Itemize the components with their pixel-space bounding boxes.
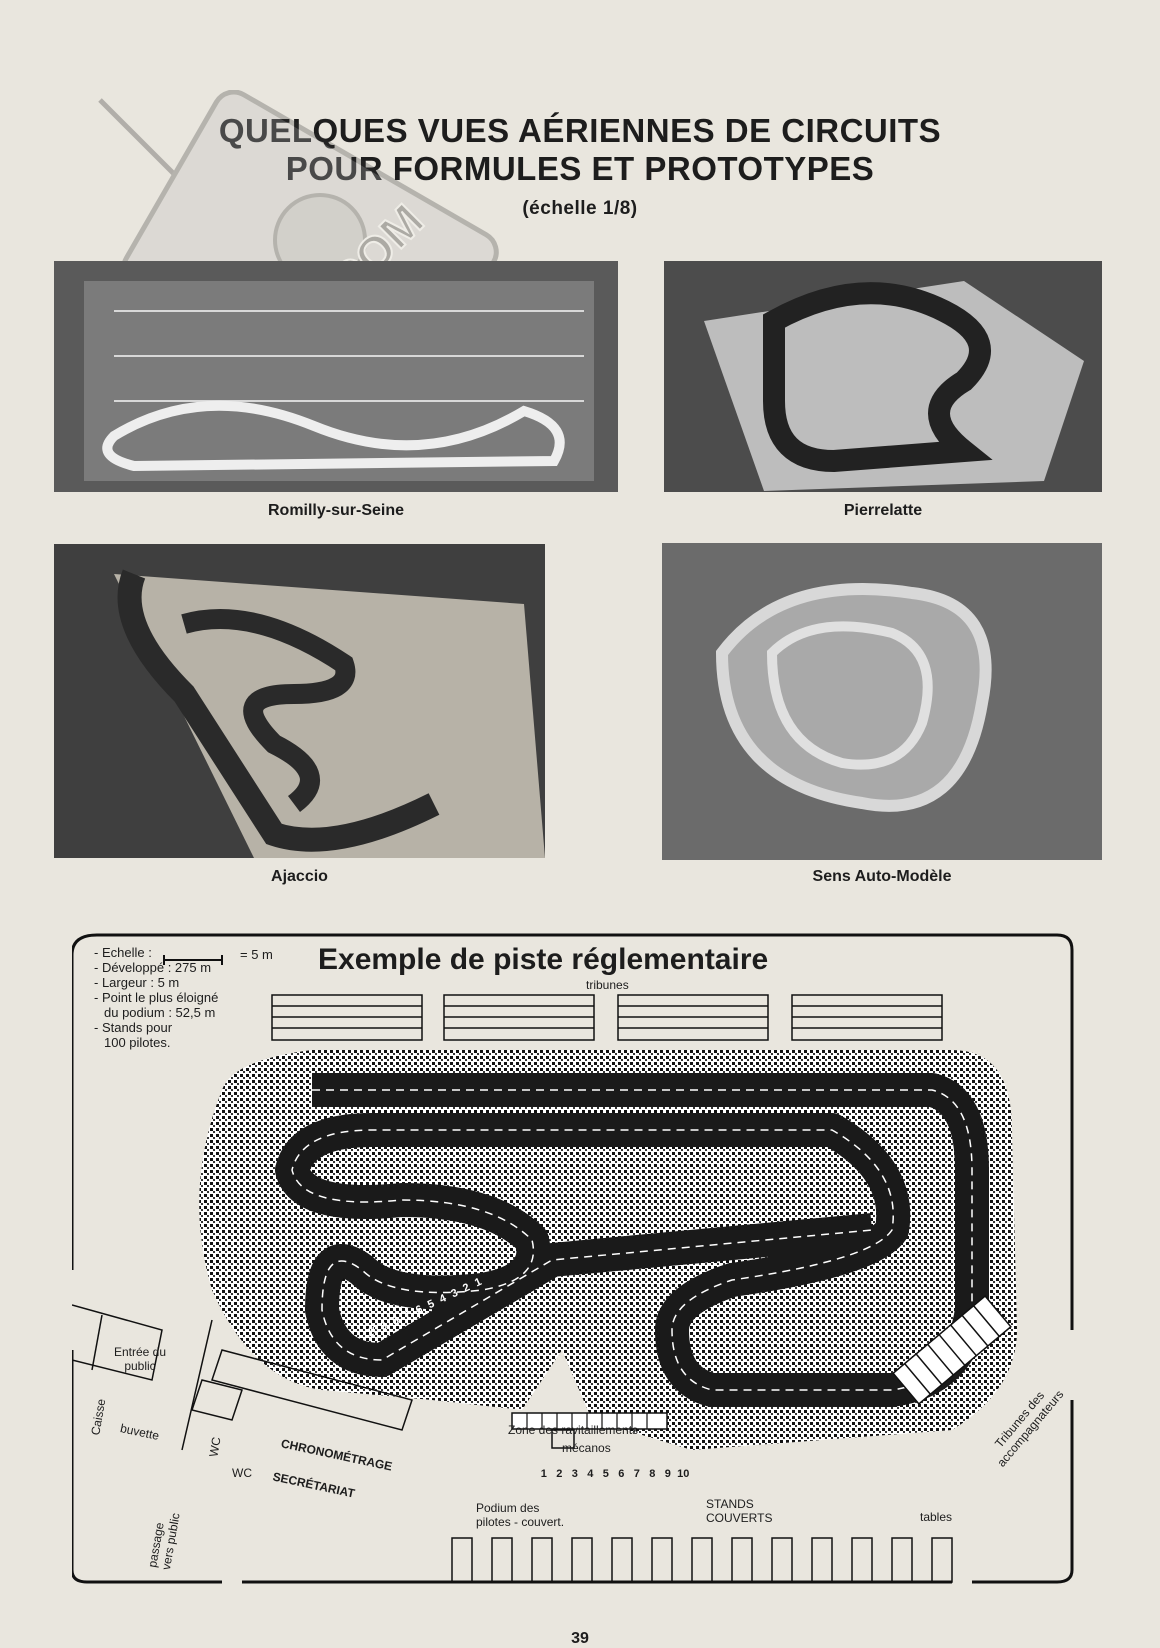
label-secretariat: SECRÉTARIAT — [271, 1469, 357, 1501]
photo-pierrelatte — [664, 261, 1102, 492]
label-caisse: Caisse — [88, 1397, 109, 1437]
grid-number: 1 — [472, 1275, 484, 1290]
track-diagram — [72, 930, 1077, 1590]
grid-number: 7 — [402, 1308, 413, 1323]
grid-number: 3 — [449, 1286, 460, 1301]
podium-number: 4 — [587, 1468, 594, 1480]
page-title-line2: POUR FORMULES ET PROTOTYPES — [285, 150, 875, 187]
label-passage: passage vers public — [145, 1511, 183, 1571]
grid-number: 5 — [425, 1297, 437, 1312]
grid-number: 6 — [413, 1303, 425, 1317]
label-stands: STANDS COUVERTS — [706, 1497, 773, 1525]
label-mecanos: mécanos — [562, 1441, 611, 1455]
grid-number: 4 — [437, 1292, 449, 1306]
grid-number: 8 — [390, 1314, 402, 1328]
page-number: 39 — [571, 1630, 589, 1647]
legend-width: - Largeur : 5 m — [94, 975, 180, 990]
caption-ajaccio: Ajaccio — [271, 868, 328, 885]
grid-number: 2 — [461, 1281, 472, 1295]
legend-scale-value: = 5 m — [240, 947, 273, 962]
label-chronometrage: CHRONOMÉTRAGE — [279, 1436, 394, 1474]
podium-number: 3 — [571, 1468, 578, 1480]
podium-number: 7 — [633, 1468, 640, 1480]
diagram-title: Exemple de piste réglementaire — [318, 943, 769, 976]
label-tribunes: tribunes — [586, 978, 629, 992]
page-title-line1: QUELQUES VUES AÉRIENNES DE CIRCUITS — [218, 112, 942, 149]
grid-number: 9 — [378, 1319, 390, 1334]
podium-number: 5 — [602, 1468, 609, 1480]
grid-number: 10 — [365, 1323, 382, 1340]
photo-romilly — [54, 261, 618, 492]
label-entree: Entrée du public — [113, 1345, 167, 1373]
legend-stands: - Stands pour — [94, 1020, 173, 1035]
caption-sens: Sens Auto-Modèle — [812, 868, 952, 885]
label-podium: Podium des pilotes - couvert. — [476, 1501, 565, 1529]
diagram-legend — [94, 945, 218, 1050]
caption-romilly: Romilly-sur-Seine — [267, 502, 405, 519]
podium-number: 9 — [664, 1468, 671, 1480]
photo-sens — [662, 543, 1102, 860]
photo-ajaccio — [54, 544, 545, 858]
track-diagram-drawing — [72, 930, 1077, 1590]
podium-numbers — [536, 1468, 691, 1480]
legend-scale: - Echelle : — [94, 945, 152, 960]
legend-length: - Développé : 275 m — [94, 960, 212, 975]
legend-farthest-2: du podium : 52,5 m — [104, 1005, 216, 1020]
podium-number: 1 — [540, 1468, 547, 1480]
label-wc-1: WC — [206, 1435, 224, 1459]
podium-number: 6 — [618, 1468, 625, 1480]
label-tables: tables — [920, 1510, 953, 1524]
label-zone: Zone des ravitaillements — [508, 1423, 639, 1437]
podium-number: 10 — [677, 1468, 690, 1480]
podium-number: 8 — [649, 1468, 656, 1480]
legend-farthest: - Point le plus éloigné — [94, 990, 219, 1005]
podium-number: 2 — [556, 1468, 563, 1480]
label-tribunes-accompagnateurs: Tribunes des accompagnateurs — [992, 1387, 1067, 1470]
page-subtitle-scale: (échelle 1/8) — [522, 198, 638, 219]
label-wc-2: WC — [232, 1466, 252, 1480]
legend-stands-2: 100 pilotes. — [104, 1035, 171, 1050]
caption-pierrelatte: Pierrelatte — [843, 502, 923, 519]
label-buvette: buvette — [118, 1421, 161, 1443]
